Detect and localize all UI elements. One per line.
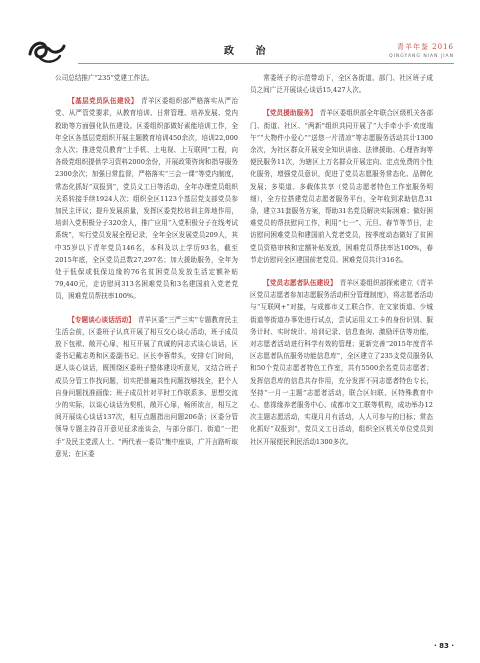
section-title: 政 治: [224, 46, 275, 57]
right-column: [250, 72, 433, 448]
article-heading: 【 党员志愿者队伍建设 】: [263, 279, 336, 287]
header-divider: [78, 63, 454, 64]
page-number: · 83 ·: [434, 642, 454, 650]
article-body: 青羊区委组织部严格落实从严治党、从严管党要求，从教育培训、日常管理、培养发展、党内救助等方面强化队伍建设。区委组织部做好素能培训工作，全年全区各基层党组织开展主题教育培训450余次，培训22,000余人次；推进党员教育“上手机、上电视、上互联网”工程，向各级党组织提供学习资料2000余份，开展政策咨询和指导服务2300余次；加强日常监督，严格落实“三会一课”等党内制度，常态化抓好“双报到”，党员义工日等活动，全年办理党员组织关系转接手续1924人次；组织全区1123个基层党支部党员参加民主评议；提升发展质量，发挥区委党校培训主阵地作用，培训入党积极分子320余人，推广应用“入党积极分子在线考试系统”，实行党员发展全程记录，全年全区发展党员209人，其中35岁以下青年党员146名，本科及以上学历93名，截至2015年底，全区党员总数27,297名；加大援助服务，全年为处于低保或低保边缘的76名贫困党员发放生活定额补贴79,440元，走访慰问313名困难党员和3名建国前入党老党员，困难党员帮扶率100%。: [55, 97, 239, 301]
article-member-assistance: [250, 107, 433, 266]
continued-paragraph: 公司总结推广“235”党建工作法。: [55, 74, 154, 82]
article-volunteer-team: [250, 277, 433, 448]
article-heading: 【 基层党员队伍建设 】: [68, 97, 138, 105]
article-heading: 【 专题谈心谈话活动 】: [68, 316, 135, 324]
yearbook-logo-icon: [26, 36, 68, 66]
continued-paragraph: 常委班子的示范带动下，全区各街道、部门、社区班子成员之间广泛开展谈心谈话15,427人次。: [250, 74, 433, 95]
yearbook-pinyin: QINGYANG NIAN JIAN: [389, 54, 454, 59]
left-column: [55, 72, 238, 460]
article-body: 青羊区委组织部全年联合区级机关各部门、街道、社区、“两新”组织共同开展了“大手牵小手·欢度端午”“大物件小爱心”“送您一片清凉”等志愿服务活动共计1300余次，为社区群众开展安全知识讲座、法律援助、心理咨询等便民服务11次，为辖区上万名群众开展定向、定点免费的个性化服务，增强党员意识，促进了党员志愿服务常态化、品牌化发展；多渠道、多载体共享（党员志愿者特色工作室服务明细），全方位搭建党员志愿者服务平台，全年收到求助信息31条，建立31套服务方案，帮助31名党员解决实际困难；做好困难党员的帮扶慰问工作，利用“七一”、元旦、春节等节日，走访慰问困难党员和建国前入党老党员，按季度动态做好了贫困党员资格审核和定额补贴发放，困难党员帮扶率达100%，春节走访慰问全区建国前老党员、困难党员共计316名。: [250, 109, 434, 264]
yearbook-title: 青羊年鉴 2016: [396, 43, 454, 51]
article-party-member-team: [55, 95, 238, 302]
page-header: [0, 0, 480, 70]
article-body: 青羊区委组织部探索建立《青羊区党员志愿者参加志愿服务活动积分管理制度》，将志愿者活动与“互联网+”对接，与成都市义工联合作，在文家街道、少城街道等街道办事处进行试点，尝试运用义工卡的身份识别、服务计时、实时统计、培训记录、信息查询、激励评估等功能，对志愿者活动进行科学有效的管理；更新完善“2015年度青羊区志愿者队伍服务功能信息库”，全区建立了235支党员服务队和50个党员志愿者特色工作室，共有5500余名党员志愿者；发挥信息库的信息共存作用，充分发挥不同志愿者特色专长，坚持“一月一主题”志愿者活动，联合区妇联、区特殊教育中心、慈祿缘养老服务中心、成都市文工联等机构，成功举办12次主题志愿活动，实现月月有活动，人人可参与的目标；常态化抓好“双报到”，党员义工日活动，组织全区机关单位党员到社区开展便民利民活动1300多次。: [250, 279, 434, 446]
article-heart-to-heart-talks: [55, 314, 238, 460]
article-heading: 【 党员援助服务 】: [263, 109, 316, 117]
article-body: 青羊区委“三严三实”专题教育民主生活会前，区委班子认真开展了相互交心谈心活动，班子成员放下包袱、敞开心扉，相互开展了真诚的同志式谈心谈话，区委书记戴志勇和区委副书记、区长李蓉带头，安排专门时间，逐人谈心谈话，既围绕区委班子整体建设听意见，又结合班子成员分管工作找问题，切实把普遍共性问题找够找全，把个人自身问题找准画像；班子成员针对平时工作联系多、思想交流少的实际，以谈心谈话为契机，敞开心扉，畅所欲言，相互之间开展谈心谈话137次，相互点题指出问题206条；区委分管领导专题主持召开意见征求座谈会，与部分部门、街道“一把手”及民主党派人士、“两代表一委员”集中座谈，广开言路听取意见；在区委: [55, 315, 239, 458]
